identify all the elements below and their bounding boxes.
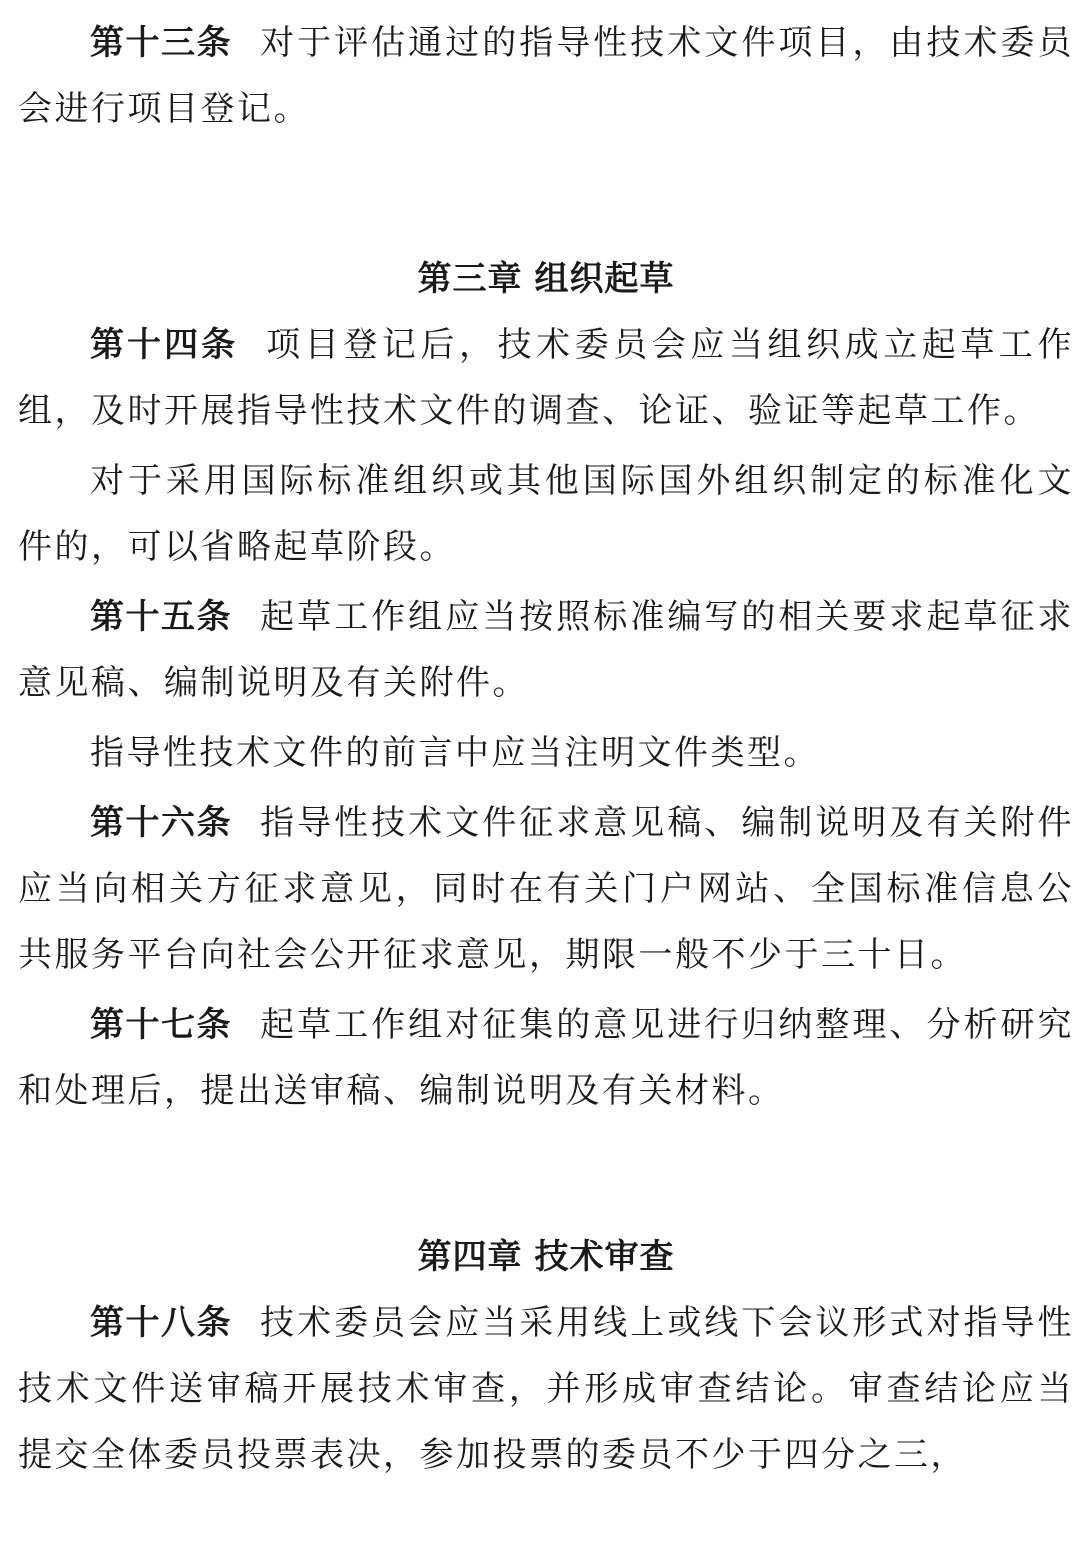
chapter-3-heading — [18, 246, 1074, 312]
spacer — [18, 1128, 1074, 1224]
chapter-number: 第四章 — [417, 1237, 523, 1277]
article-15 — [18, 584, 1074, 716]
article-14 — [18, 312, 1074, 444]
chapter-title: 技术审查 — [534, 1237, 675, 1277]
article-text: 起草工作组对征集的意见进行归纳整理、分析研究和处理后，提出送审稿、编制说明及有关材料。 — [18, 1005, 1075, 1111]
article-text: 起草工作组应当按照标准编写的相关要求起草征求意见稿、编制说明及有关附件。 — [18, 597, 1075, 703]
article-number: 第十四条 — [90, 325, 239, 365]
article-number: 第十三条 — [90, 23, 233, 63]
article-text: 对于评估通过的指导性技术文件项目，由技术委员会进行项目登记。 — [18, 23, 1075, 129]
article-number: 第十八条 — [90, 1303, 233, 1343]
paragraph-text — [18, 448, 1074, 580]
article-text: 技术委员会应当采用线上或线下会议形式对指导性技术文件送审稿开展技术审查，并形成审查结论。审查结论应当提交全体委员投票表决，参加投票的委员不少于四分之三， — [18, 1303, 1075, 1475]
article-number: 第十六条 — [90, 803, 233, 843]
paragraph-body: 对于采用国际标准组织或其他国际国外组织制定的标准化文件的，可以省略起草阶段。 — [18, 461, 1074, 567]
paragraph-body: 指导性技术文件的前言中应当注明文件类型。 — [90, 733, 820, 773]
article-number: 第十五条 — [90, 597, 233, 637]
article-text: 指导性技术文件征求意见稿、编制说明及有关附件应当向相关方征求意见，同时在有关门户网站、全国标准信息公共服务平台向社会公开征求意见，期限一般不少于三十日。 — [18, 803, 1075, 975]
paragraph-text — [18, 720, 1074, 786]
article-17 — [18, 992, 1074, 1124]
chapter-number: 第三章 — [417, 259, 523, 299]
article-18 — [18, 1290, 1074, 1488]
spacer — [18, 146, 1074, 246]
article-13 — [18, 10, 1074, 142]
article-number: 第十七条 — [90, 1005, 233, 1045]
article-16 — [18, 790, 1074, 988]
chapter-4-heading — [18, 1224, 1074, 1290]
article-text: 项目登记后，技术委员会应当组织成立起草工作组，及时开展指导性技术文件的调查、论证、验证等起草工作。 — [18, 325, 1074, 431]
chapter-title: 组织起草 — [534, 259, 675, 299]
